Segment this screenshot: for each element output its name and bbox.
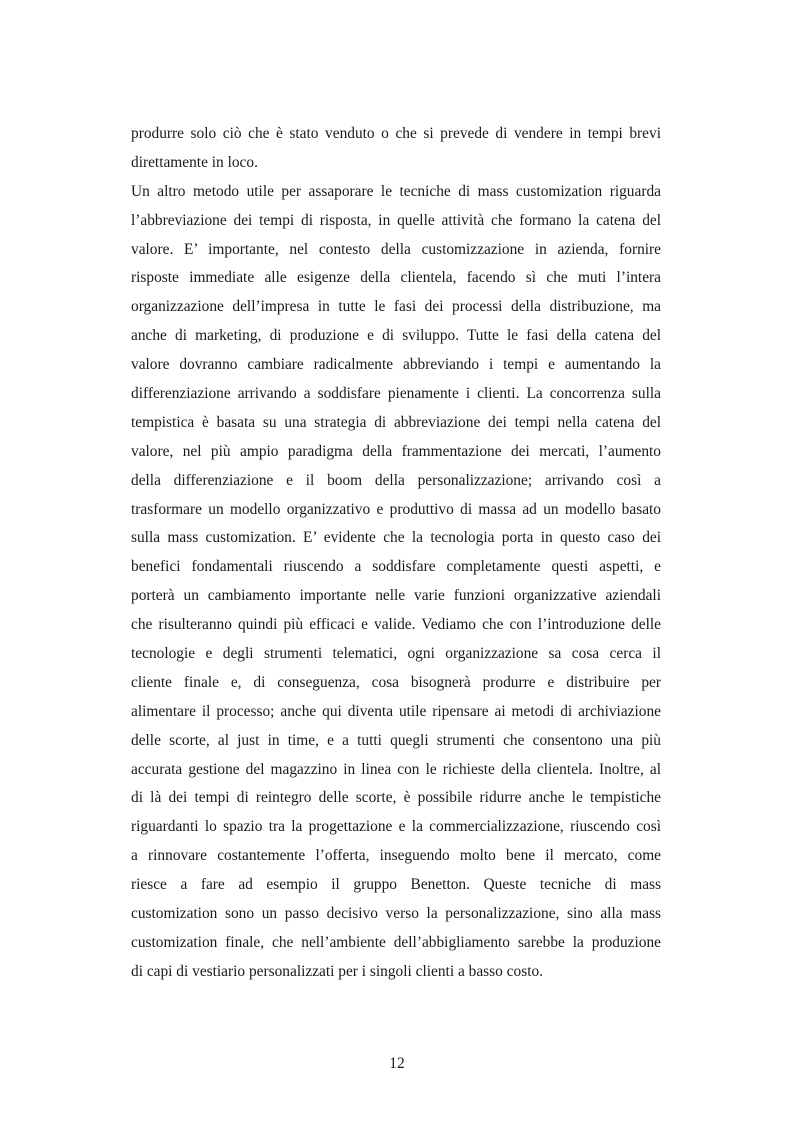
text-line-11: tempistica è basata su una strategia di abbreviazione dei tempi nella catena del — [131, 413, 661, 431]
text-line-15: sulla mass customization. E’ evidente che la tecnologia porta in questo caso dei — [131, 529, 661, 547]
text-line-5: valore. E’ importante, nel contesto della customizzazione in azienda, fornire — [131, 240, 661, 258]
text-line-7: organizzazione dell’impresa in tutte le fasi dei processi della distribuzione, ma — [131, 298, 661, 316]
body-text — [131, 120, 661, 987]
text-line-29: customization finale, che nell’ambiente dell’abbigliamento sarebbe la produzione — [131, 933, 661, 951]
text-line-14: trasformare un modello organizzativo e produttivo di massa ad un modello basato — [131, 500, 661, 518]
text-line-26: a rinnovare costantemente l’offerta, inseguendo molto bene il mercato, come — [131, 847, 661, 865]
text-line-10: differenziazione arrivando a soddisfare pienamente i clienti. La concorrenza sulla — [131, 385, 661, 403]
text-line-24: di là dei tempi di reintegro delle scorte, è possibile ridurre anche le tempistiche — [131, 789, 661, 807]
text-line-30: di capi di vestiario personalizzati per i singoli clienti a basso costo. — [131, 962, 544, 980]
text-line-27: riesce a fare ad esempio il gruppo Benetton. Queste tecniche di mass — [131, 876, 661, 894]
text-line-13: della differenziazione e il boom della personalizzazione; arrivando così a — [131, 471, 661, 489]
text-line-18: che risulteranno quindi più efficaci e valide. Vediamo che con l’introduzione delle — [131, 616, 661, 634]
text-line-25: riguardanti lo spazio tra la progettazione e la commercializzazione, riuscendo così — [131, 818, 661, 836]
text-line-6: risposte immediate alle esigenze della clientela, facendo sì che muti l’intera — [131, 269, 661, 287]
text-line-28: customization sono un passo decisivo verso la personalizzazione, sino alla mass — [131, 905, 661, 923]
text-line-2: direttamente in loco. — [131, 153, 258, 171]
text-line-19: tecnologie e degli strumenti telematici, ogni organizzazione sa cosa cerca il — [131, 645, 661, 663]
text-line-21: alimentare il processo; anche qui diventa utile ripensare ai metodi di archiviazione — [131, 702, 661, 720]
text-line-23: accurata gestione del magazzino in linea con le richieste della clientela. Inoltre, al — [131, 760, 661, 778]
text-line-8: anche di marketing, di produzione e di sviluppo. Tutte le fasi della catena del — [131, 327, 661, 345]
text-line-22: delle scorte, al just in time, e a tutti quegli strumenti che consentono una più — [131, 731, 661, 749]
text-line-1: produrre solo ciò che è stato venduto o che si prevede di vendere in tempi brevi — [131, 125, 661, 142]
text-line-9: valore dovranno cambiare radicalmente abbreviando i tempi e aumentando la — [131, 356, 661, 374]
text-line-16: benefici fondamentali riuscendo a soddisfare completamente questi aspetti, e — [131, 558, 661, 576]
text-line-3: Un altro metodo utile per assaporare le tecniche di mass customization riguarda — [131, 182, 661, 200]
text-line-4: l’abbreviazione dei tempi di risposta, in quelle attività che formano la catena del — [131, 211, 661, 229]
text-line-20: cliente finale e, di conseguenza, cosa bisognerà produrre e distribuire per — [131, 673, 661, 691]
text-line-17: porterà un cambiamento importante nelle varie funzioni organizzative aziendali — [131, 587, 661, 605]
text-line-12: valore, nel più ampio paradigma della frammentazione dei mercati, l’aumento — [131, 442, 661, 460]
page-number: 12 — [389, 1055, 405, 1072]
